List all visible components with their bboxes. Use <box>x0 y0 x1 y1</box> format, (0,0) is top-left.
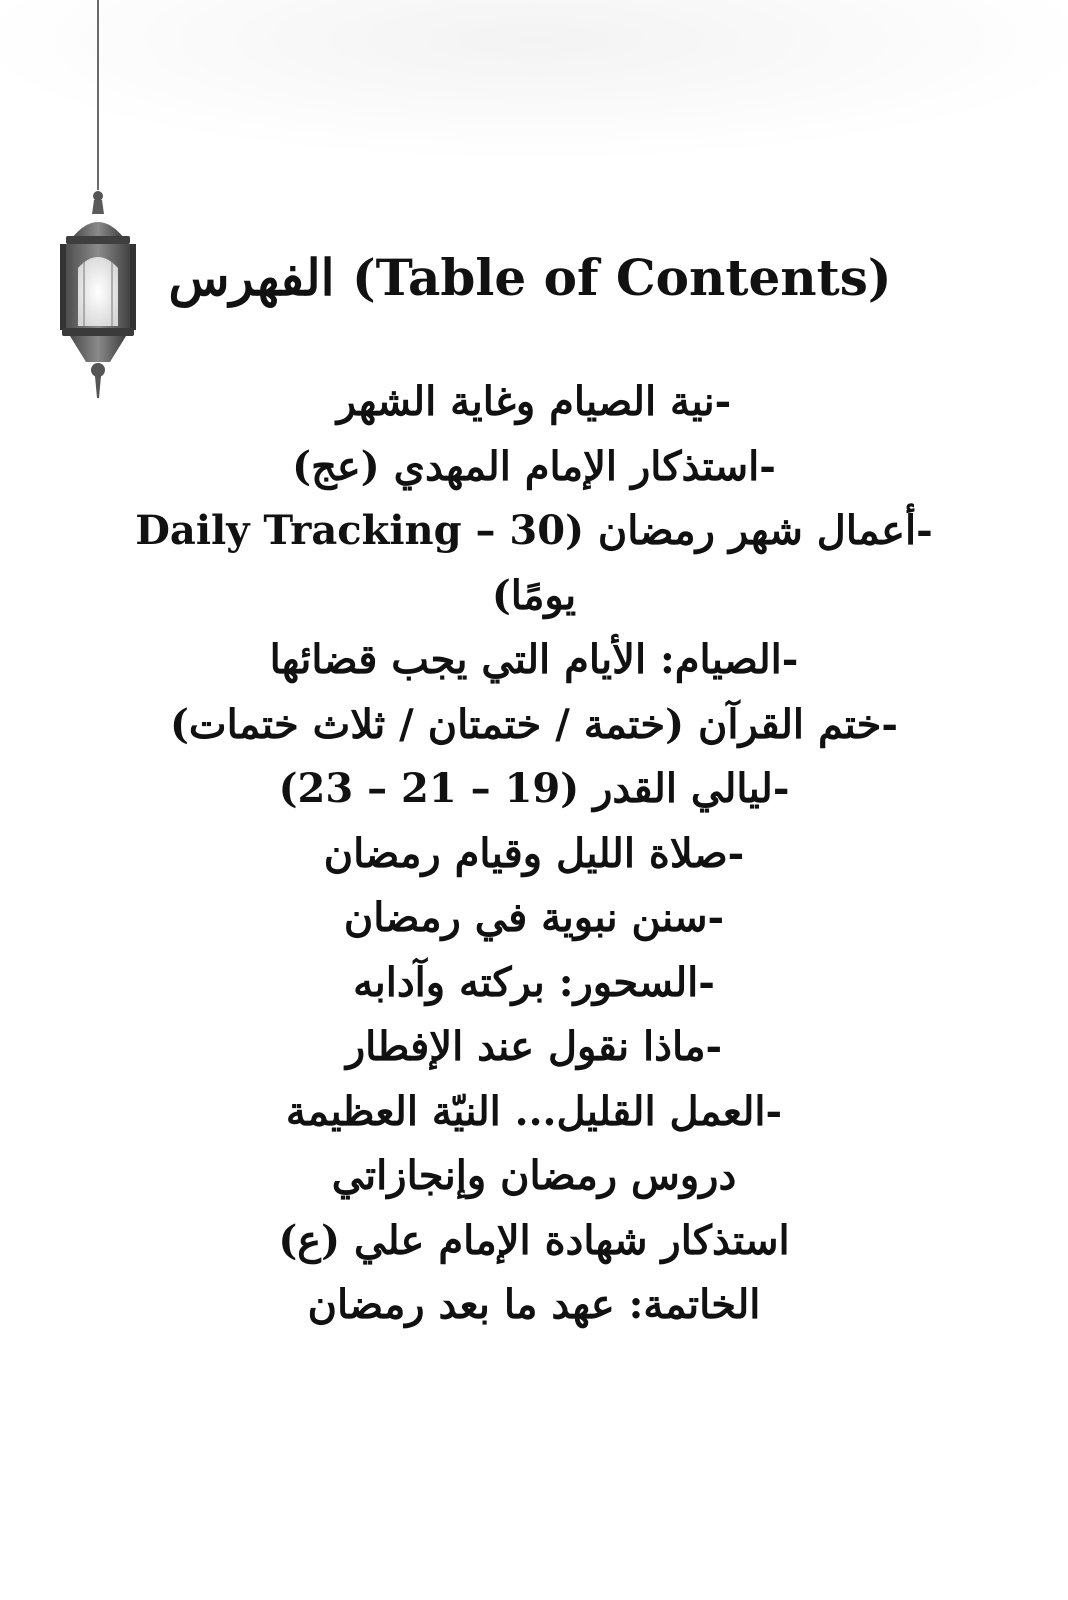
toc-item: -السحور: بركته وآدابه <box>353 958 715 1006</box>
toc-item: استذكار شهادة الإمام علي (ع) <box>278 1216 790 1264</box>
toc-item: دروس رمضان وإنجازاتي <box>331 1152 737 1199</box>
table-of-contents-list <box>100 370 968 1338</box>
page-title: الفهرس (Table of Contents) <box>168 248 892 307</box>
hanging-lantern-icon <box>50 0 150 410</box>
toc-item: -سنن نبوية في رمضان <box>343 894 725 941</box>
toc-item: -صلاة الليل وقيام رمضان <box>323 829 745 877</box>
toc-item: -أعمال شهر رمضان (Daily Tracking – 30 <box>135 507 933 554</box>
toc-item: -استذكار الإمام المهدي (عج) <box>292 442 776 490</box>
toc-item: -ماذا نقول عند الإفطار <box>345 1023 723 1070</box>
toc-item: -ختم القرآن (ختمة / ختمتان / ثلاث ختمات) <box>169 700 898 748</box>
toc-item: -الصيام: الأيام التي يجب قضائها <box>269 636 799 683</box>
toc-item: يومًا) <box>491 571 577 619</box>
toc-item: -نية الصيام وغاية الشهر <box>336 378 732 425</box>
toc-item: -العمل القليل... النيّة العظيمة <box>285 1087 783 1135</box>
toc-item: -ليالي القدر (19 – 21 – 23) <box>278 765 790 812</box>
toc-item: الخاتمة: عهد ما بعد رمضان <box>307 1281 761 1328</box>
